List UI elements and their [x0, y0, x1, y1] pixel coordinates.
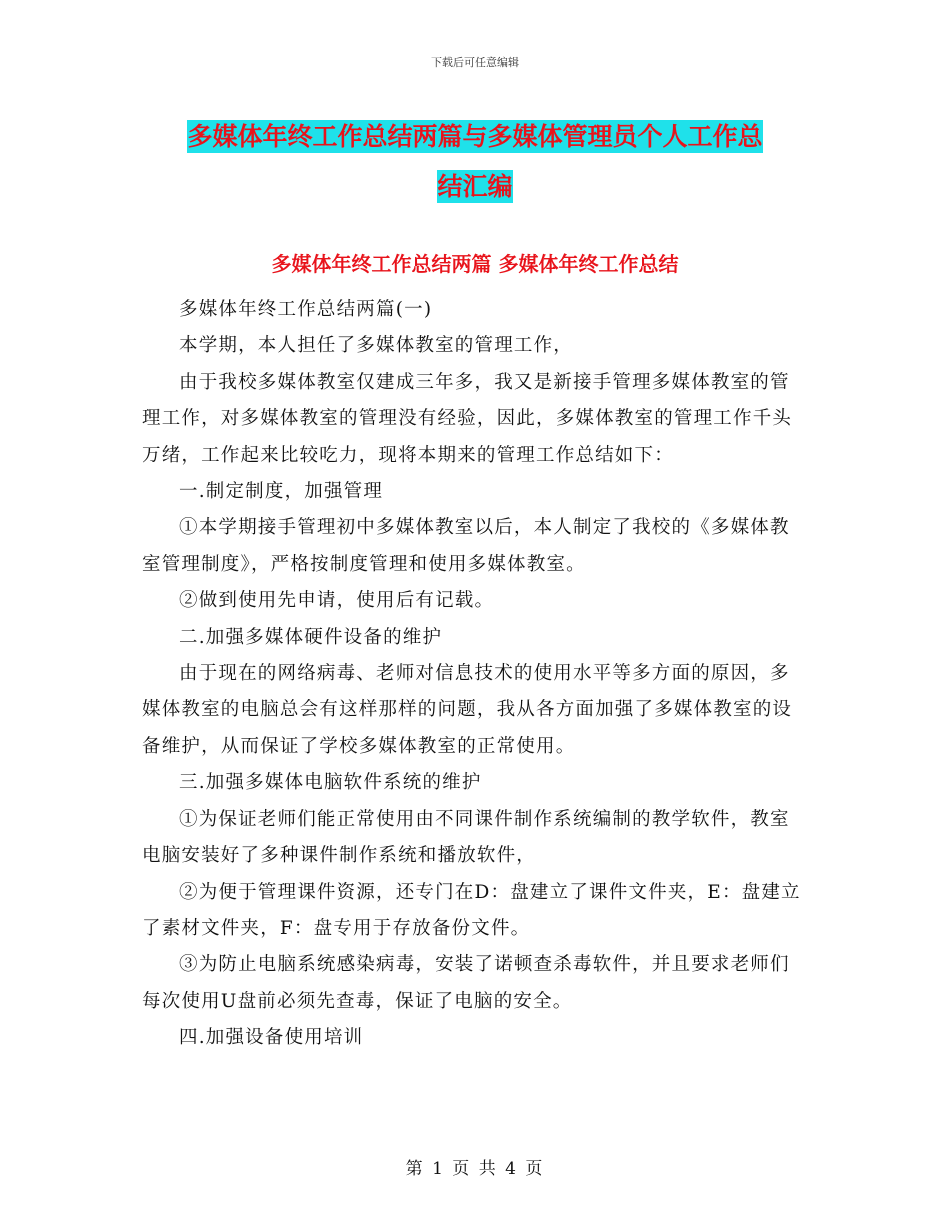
page-number: 第 1 页 共 4 页: [405, 1159, 545, 1179]
paragraph: ①本学期接手管理初中多媒体教室以后，本人制定了我校的《多媒体教室管理制度》，严格按制度管理和使用多媒体教室。: [142, 517, 790, 575]
paragraph: 由于现在的网络病毒、老师对信息技术的使用水平等多方面的原因，多媒体教室的电脑总会有这样那样的问题，我从各方面加强了多媒体教室的设备维护，从而保证了学校多媒体教室的正常使用。: [142, 663, 793, 757]
paragraph: 多媒体年终工作总结两篇(一): [179, 299, 433, 320]
paragraph: ②为便于管理课件资源，还专门在D：盘建立了课件文件夹，E：盘建立了素材文件夹，F：盘专用于存放备份文件。: [142, 881, 801, 939]
title-line-1: 多媒体年终工作总结两篇与多媒体管理员个人工作总: [187, 122, 763, 151]
paragraph: ③为防止电脑系统感染病毒，安装了诺顿查杀毒软件，并且要求老师们每次使用U盘前必须先查毒，保证了电脑的安全。: [142, 954, 790, 1012]
paragraph: 三.加强多媒体电脑软件系统的维护: [179, 772, 482, 794]
title-line-2: 结汇编: [437, 172, 513, 201]
document-title: [140, 112, 810, 212]
header-note: 下载后可任意编辑: [431, 56, 519, 69]
paragraph: 四.加强设备使用培训: [179, 1027, 364, 1049]
paragraph: 一.制定制度，加强管理: [179, 481, 384, 503]
document-subtitle: 多媒体年终工作总结两篇 多媒体年终工作总结: [271, 252, 679, 276]
paragraph: 二.加强多媒体硬件设备的维护: [179, 626, 443, 648]
paragraph: 由于我校多媒体教室仅建成三年多，我又是新接手管理多媒体教室的管理工作，对多媒体教室的管理没有经验，因此，多媒体教室的管理工作千头万绪，工作起来比较吃力，现将本期来的管理工作总结如下：: [142, 371, 793, 466]
paragraph: ①为保证老师们能正常使用由不同课件制作系统编制的教学软件，教室电脑安装好了多种课件制作系统和播放软件，: [142, 808, 790, 867]
paragraph: 本学期，本人担任了多媒体教室的管理工作，: [179, 335, 574, 357]
paragraph: ②做到使用先申请，使用后有记载。: [179, 590, 495, 612]
document-body: [142, 292, 807, 1057]
